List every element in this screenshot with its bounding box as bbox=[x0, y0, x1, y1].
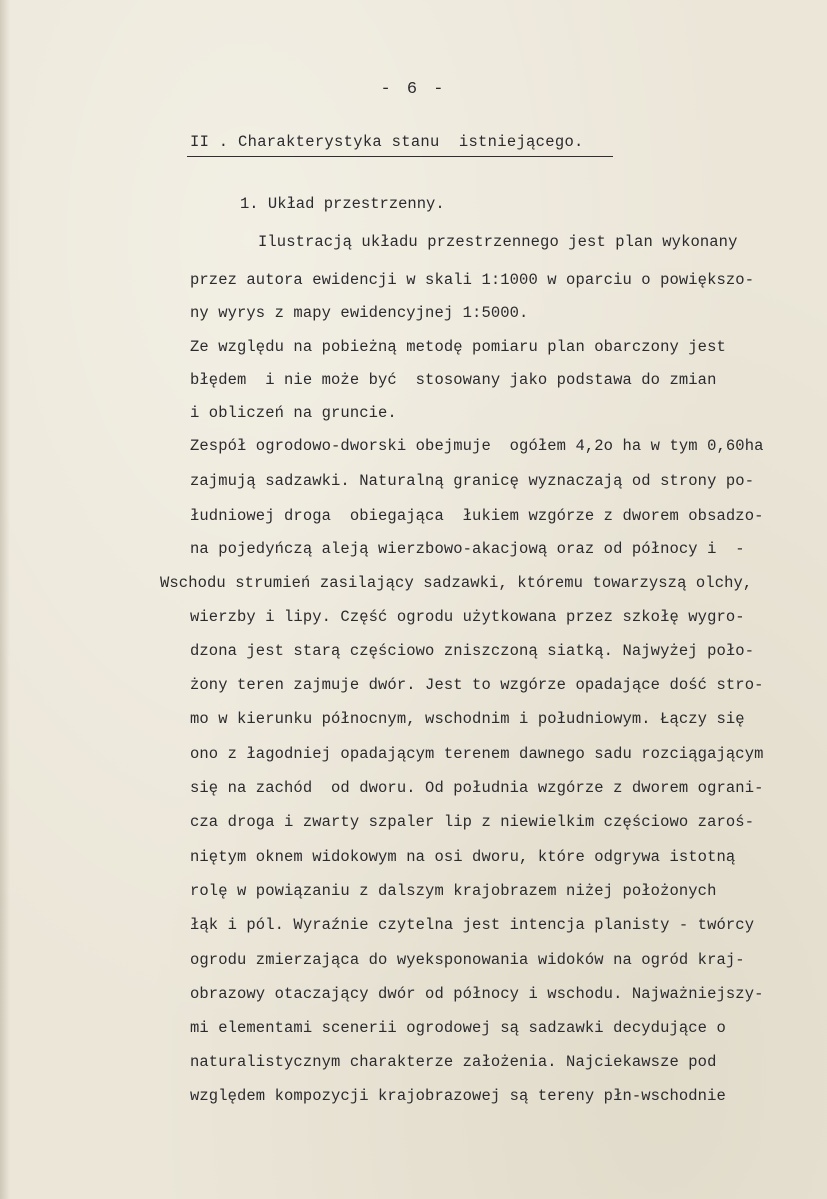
text-line: i obliczeń na gruncie. bbox=[190, 404, 397, 422]
text-line: ono z łagodniej opadającym terenem dawnego sadu rozciągającym bbox=[190, 745, 764, 763]
text-line: dzona jest starą częściowo zniszczoną siatką. Najwyżej poło- bbox=[190, 642, 755, 660]
heading-underline bbox=[187, 156, 613, 157]
text-line: żony teren zajmuje dwór. Jest to wzgórze opadające dość stro- bbox=[190, 676, 764, 694]
page-number: - 6 - bbox=[380, 80, 447, 99]
text-line: naturalistycznym charakterze założenia. Najciekawsze pod bbox=[190, 1053, 717, 1071]
text-line: względem kompozycji krajobrazowej są tereny płn-wschodnie bbox=[190, 1087, 726, 1105]
text-line: Wschodu strumień zasilający sadzawki, któremu towarzyszą olchy, bbox=[160, 574, 753, 592]
text-line: rolę w powiązaniu z dalszym krajobrazem niżej położonych bbox=[190, 882, 717, 900]
text-line: łudniowej droga obiegająca łukiem wzgórze z dworem obsadzo- bbox=[190, 507, 764, 525]
text-line: mi elementami scenerii ogrodowej są sadzawki decydujące o bbox=[190, 1019, 726, 1037]
text-line: na pojedyńczą aleją wierzbowo-akacjową oraz od północy i - bbox=[190, 540, 745, 558]
text-line: się na zachód od dworu. Od południa wzgórze z dworem ograni- bbox=[190, 779, 764, 797]
text-line: Ilustracją układu przestrzennego jest plan wykonany bbox=[258, 233, 738, 251]
text-line: niętym oknem widokowym na osi dworu, które odgrywa istotną bbox=[190, 848, 736, 866]
text-line: Ze względu na pobieżną metodę pomiaru plan obarczony jest bbox=[190, 338, 726, 356]
text-line: błędem i nie może być stosowany jako podstawa do zmian bbox=[190, 371, 717, 389]
page-edge-shadow bbox=[0, 0, 10, 1199]
text-line: cza droga i zwarty szpaler lip z niewielkim częściowo zaroś- bbox=[190, 813, 755, 831]
text-line: Zespół ogrodowo-dworski obejmuje ogółem 4,2o ha w tym 0,60ha bbox=[190, 437, 764, 455]
section-heading: II . Charakterystyka stanu istniejącego. bbox=[190, 133, 584, 151]
subheading: 1. Układ przestrzenny. bbox=[240, 195, 445, 213]
text-line: mo w kierunku północnym, wschodnim i południowym. Łączy się bbox=[190, 710, 745, 728]
text-line: obrazowy otaczający dwór od północy i wschodu. Najważniejszy- bbox=[190, 985, 764, 1003]
text-line: ny wyrys z mapy ewidencyjnej 1:5000. bbox=[190, 304, 529, 322]
text-line: ogrodu zmierzająca do wyeksponowania widoków na ogród kraj- bbox=[190, 951, 745, 969]
text-line: wierzby i lipy. Część ogrodu użytkowana przez szkołę wygro- bbox=[190, 608, 745, 626]
text-line: przez autora ewidencji w skali 1:1000 w oparciu o powiększo- bbox=[190, 271, 755, 289]
text-line: łąk i pól. Wyraźnie czytelna jest intencja planisty - twórcy bbox=[190, 916, 755, 934]
text-line: zajmują sadzawki. Naturalną granicę wyznaczają od strony po- bbox=[190, 472, 755, 490]
